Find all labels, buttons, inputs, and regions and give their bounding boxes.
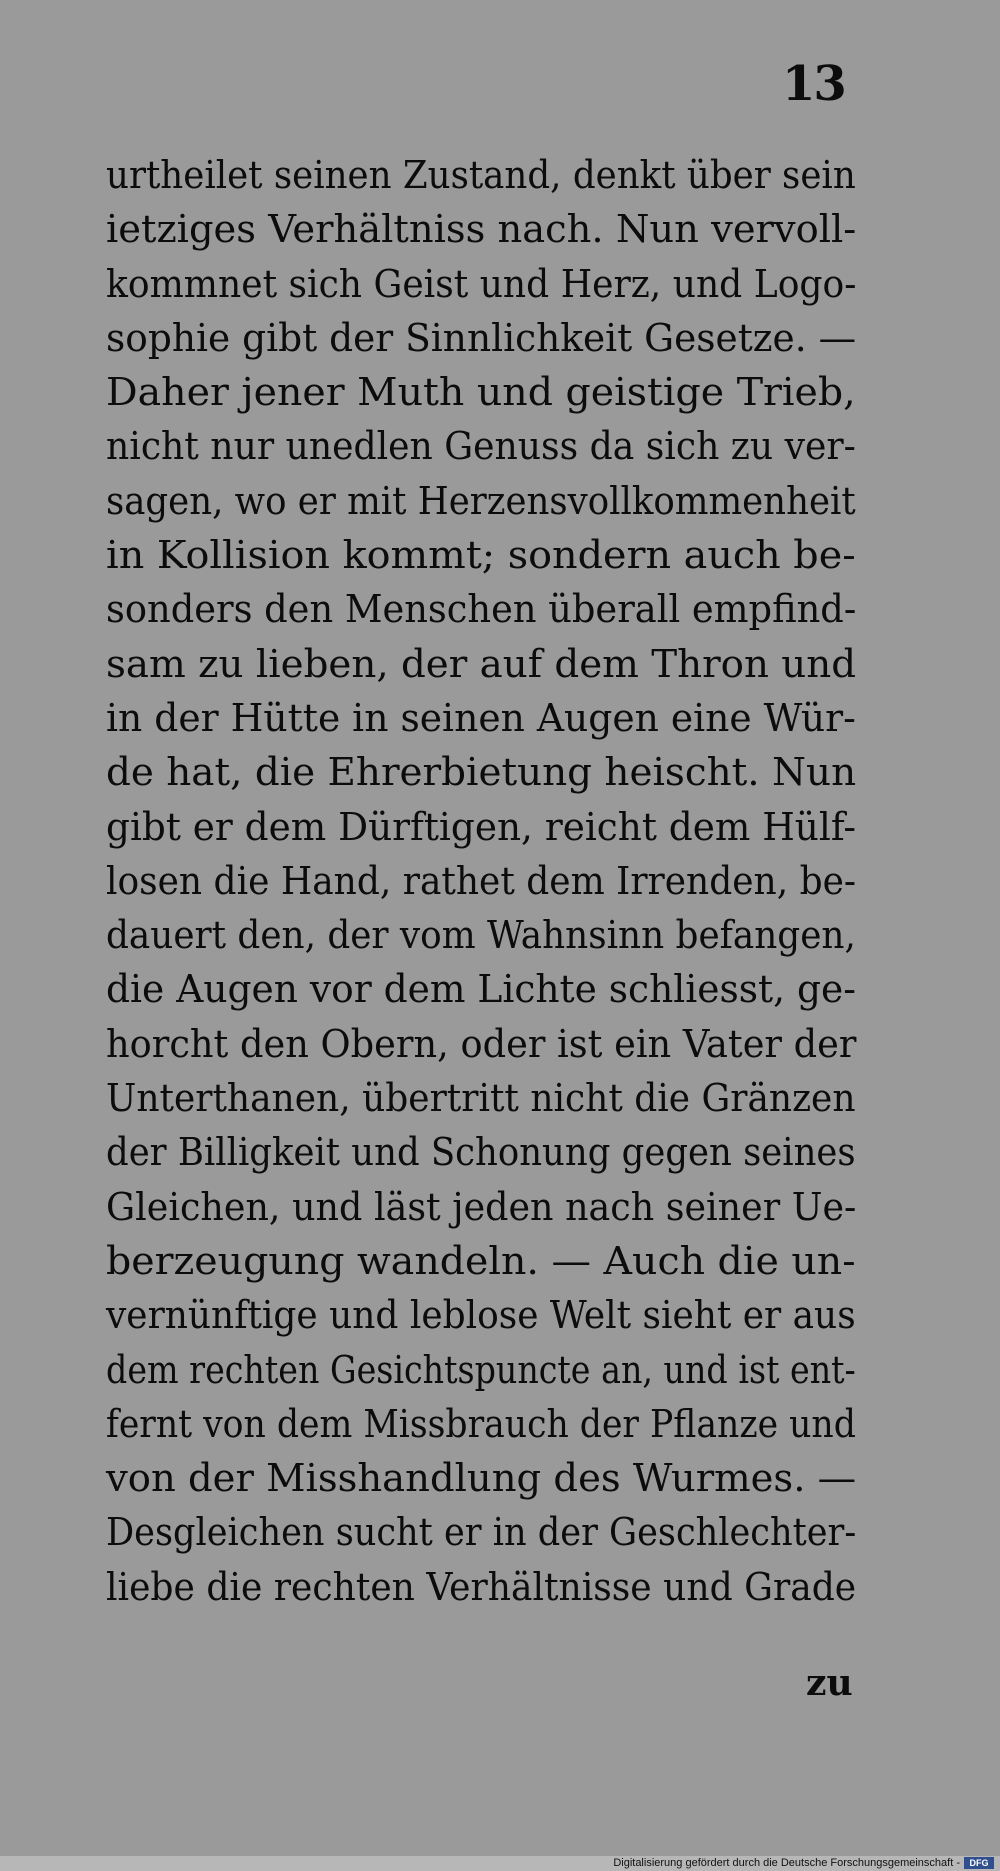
text-line: Desgleichen sucht er in der Geschlechter-: [106, 1510, 857, 1555]
text-line: in Kollision kommt; sondern auch be-: [106, 533, 856, 578]
text-line: von der Misshandlung des Wurmes. —: [106, 1456, 857, 1501]
text-line: in der Hütte in seinen Augen eine Wür-: [106, 695, 856, 740]
page-number: 13: [782, 56, 845, 112]
text-line: fernt von dem Missbrauch der Pflanze und: [106, 1401, 856, 1446]
text-line: Gleichen, und läst jeden nach seiner Ue-: [106, 1184, 857, 1229]
text-line: vernünftige und leblose Welt sieht er aus: [106, 1293, 856, 1338]
text-line: de hat, die Ehrerbietung heischt. Nun: [106, 750, 857, 795]
text-line: urtheilet seinen Zustand, denkt über sein: [106, 153, 856, 197]
text-line: sam zu lieben, der auf dem Thron und: [106, 641, 857, 686]
dfg-logo-icon: DFG: [964, 1857, 994, 1869]
text-line: der Billigkeit und Schonung gegen seines: [106, 1130, 856, 1175]
text-line: Unterthanen, übertritt nicht die Gränzen: [106, 1076, 856, 1121]
footer-credit: Digitalisierung gefördert durch die Deutsche Forschungsgemeinschaft -: [613, 1857, 960, 1869]
text-line: gibt er dem Dürftigen, reicht dem Hülf-: [106, 804, 857, 849]
text-line: Daher jener Muth und geistige Trieb,: [106, 370, 856, 415]
text-line: die Augen vor dem Lichte schliesst, ge-: [106, 967, 856, 1012]
text-line: dem rechten Gesichtspuncte an, und ist ent-: [106, 1347, 856, 1392]
text-line: horcht den Obern, oder ist ein Vater der: [106, 1021, 857, 1066]
text-line: losen die Hand, rathet dem Irrenden, be-: [106, 858, 857, 903]
text-line: sophie gibt der Sinnlichkeit Gesetze. —: [106, 315, 857, 360]
text-line: kommnet sich Geist und Herz, und Logo-: [106, 261, 857, 306]
text-line: ietziges Verhältniss nach. Nun vervoll-: [106, 207, 857, 252]
text-line: berzeugung wandeln. — Auch die un-: [106, 1238, 856, 1283]
text-line: sonders den Menschen überall empfind-: [106, 587, 857, 632]
body-text: [106, 148, 856, 1614]
text-line: nicht nur unedlen Genuss da sich zu ver-: [106, 424, 856, 469]
text-line: sagen, wo er mit Herzensvollkommenheit: [106, 478, 856, 523]
text-line: dauert den, der vom Wahnsinn befangen,: [106, 913, 856, 958]
text-line: liebe die rechten Verhältnisse und Grade: [106, 1564, 857, 1609]
digitization-footer: [0, 1856, 1000, 1871]
catchword: zu: [806, 1662, 853, 1704]
